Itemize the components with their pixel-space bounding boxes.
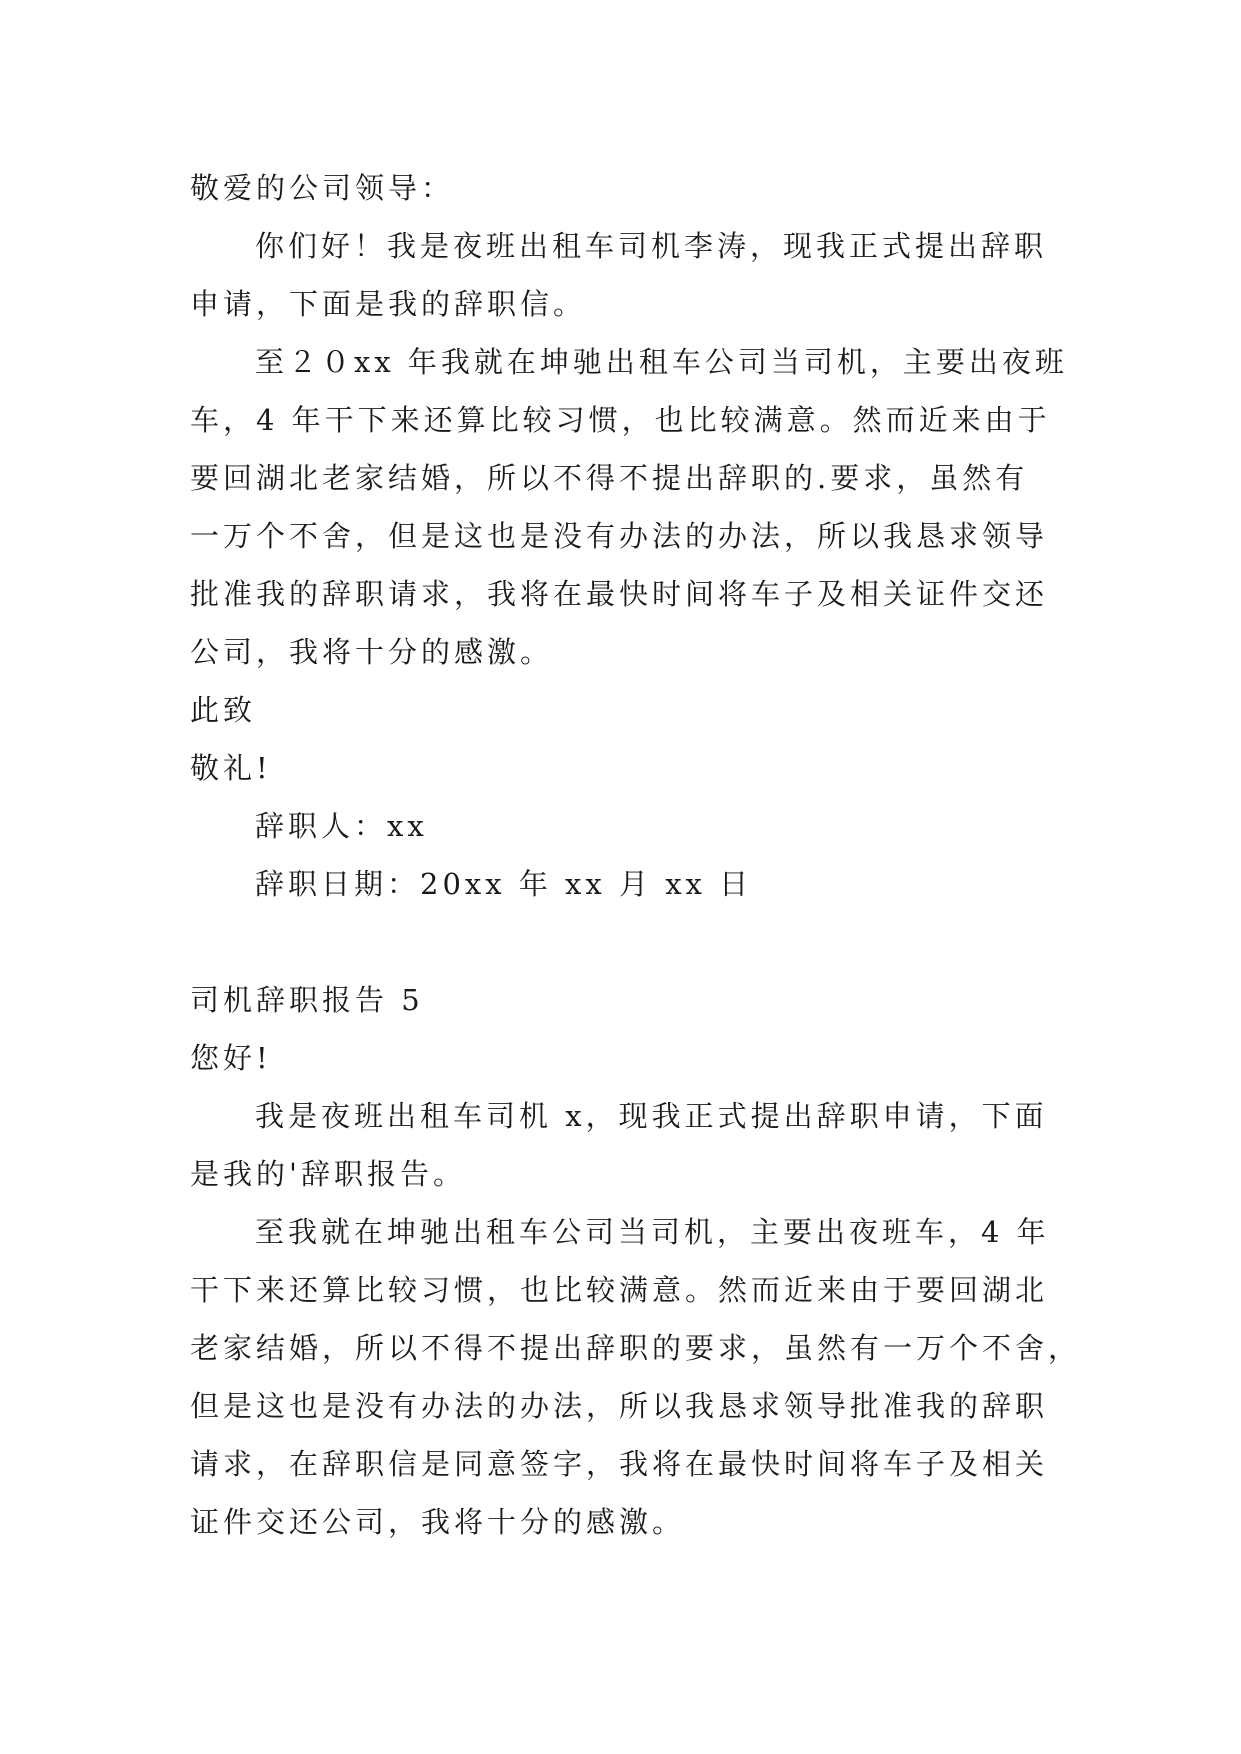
greeting-2: 您好!: [190, 1041, 272, 1075]
paragraph-line: 证件交还公司，我将十分的感激。: [190, 1505, 686, 1539]
paragraph-line: 一万个不舍，但是这也是没有办法的办法，所以我恳求领导: [190, 519, 1049, 553]
paragraph-line: 申请，下面是我的辞职信。: [190, 287, 587, 321]
paragraph-line: 至我就在坤驰出租车公司当司机，主要出夜班车，4 年: [255, 1215, 1050, 1249]
paragraph-line: 但是这也是没有办法的办法，所以我恳求领导批准我的辞职: [190, 1389, 1049, 1423]
paragraph-line: 批准我的辞职请求，我将在最快时间将车子及相关证件交还: [190, 577, 1049, 611]
paragraph-line: 至２０xx 年我就在坤驰出租车公司当司机，主要出夜班: [255, 345, 1068, 379]
greeting-1: 敬爱的公司领导：: [190, 171, 455, 205]
paragraph-line: 要回湖北老家结婚，所以不得不提出辞职的.要求，虽然有: [190, 461, 1029, 495]
signer-line: 辞职人：xx: [255, 809, 428, 843]
closing-line: 敬礼!: [190, 751, 272, 785]
paragraph-line: 公司，我将十分的感激。: [190, 635, 554, 669]
paragraph-line: 你们好！我是夜班出租车司机李涛，现我正式提出辞职: [255, 229, 1048, 263]
paragraph-line: 干下来还算比较习惯，也比较满意。然而近来由于要回湖北: [190, 1273, 1049, 1307]
section-title: 司机辞职报告 5: [190, 983, 424, 1017]
date-line: 辞职日期：20xx 年 xx 月 xx 日: [255, 867, 753, 901]
paragraph-line: 老家结婚，所以不得不提出辞职的要求，虽然有一万个不舍，: [190, 1331, 1082, 1365]
paragraph-line: 车，4 年干下来还算比较习惯，也比较满意。然而近来由于: [190, 403, 1051, 437]
closing-line: 此致: [190, 693, 257, 727]
paragraph-line: 我是夜班出租车司机 x，现我正式提出辞职申请，下面: [255, 1099, 1048, 1133]
paragraph-line: 请求，在辞职信是同意签字，我将在最快时间将车子及相关: [190, 1447, 1049, 1481]
paragraph-line: 是我的'辞职报告。: [190, 1157, 466, 1191]
